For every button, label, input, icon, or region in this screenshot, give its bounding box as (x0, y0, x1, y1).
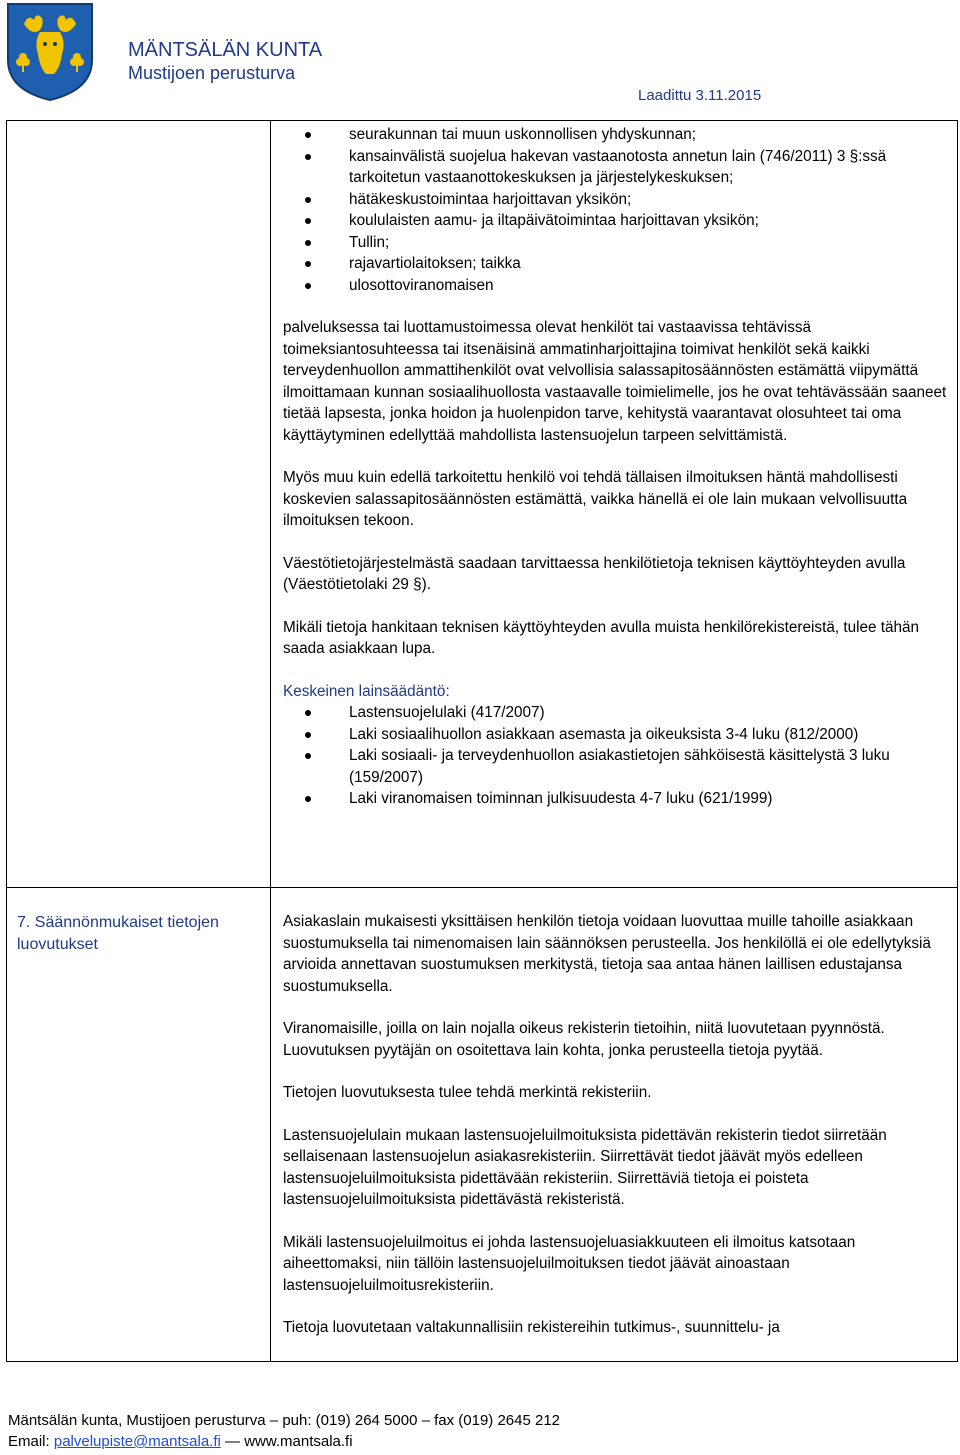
legislation-list (283, 702, 951, 810)
paragraph: Myös muu kuin edellä tarkoitettu henkilö voi tehdä tällaisen ilmoituksen häntä mahdollisesti koskevien salassapitosäännösten estämättä, vaikka hänellä ei ole lain mukaan velvollisuutta ilmoituksen tekoon. (283, 469, 908, 529)
section6-cell (283, 124, 951, 810)
paragraph: Tietoja luovutetaan valtakunnallisiin rekistereihin tutkimus-, suunnittelu- ja (283, 1319, 780, 1336)
list-item: ulosottoviranomaisen (283, 275, 951, 297)
organization-name: MÄNTSÄLÄN KUNTA (128, 39, 323, 61)
list-item: koululaisten aamu- ja iltapäivätoimintaa harjoittavan yksikön; (283, 210, 951, 232)
bullet-icon (305, 796, 311, 802)
list-item: Lastensuojelulaki (417/2007) (283, 702, 951, 724)
footer-separator: — (225, 1433, 241, 1450)
paragraph: Lastensuojelulain mukaan lastensuojeluilmoituksista pidettävän rekisterin tiedot siirretään sellaisenaan lastensuojelun asiakasrekisteriin. Siirrettävät tiedot jäävät myös edelleen lastensuojeluilmoituksista pidettävään rekisteriin. Siirrettäviä tietoja ei poisteta lastensuojeluilmoituksista pidettävästä rekisteristä. (283, 1126, 887, 1208)
list-item: kansainvälistä suojelua hakevan vastaanotosta annetun lain (746/2011) 3 §:ssä tarkoitetun vastaanottokeskuksen ja järjestelykeskuksen; (283, 146, 951, 189)
paragraph: Asiakaslain mukaisesti yksittäisen henkilön tietoja voidaan luovuttaa muille tahoille asiakkaan suostumuksella tai nimenomaisen lain säännöksen perusteella. Jos henkilöllä ei ole edellytyksiä arvioida annettavan suostumuksen merkitystä, tietoja saa antaa hänen laillisen edustajansa suostumuksella. (283, 913, 931, 995)
list-item: hätäkeskustoimintaa harjoittavan yksikön; (283, 189, 951, 211)
paragraph: Viranomaisille, joilla on lain nojalla oikeus rekisterin tietoihin, niitä luovutetaan pyynnöstä. Luovutuksen pyytäjän on osoitettava lain kohta, jonka perusteella tietoja pyytää. (283, 1020, 885, 1059)
page-header (0, 0, 960, 110)
document-date: Laadittu 3.11.2015 (638, 87, 762, 104)
bullet-icon (305, 283, 311, 289)
bullet-icon (305, 240, 311, 246)
section7-cell (283, 911, 951, 1339)
paragraph: palveluksessa tai luottamustoimessa olevat henkilöt tai vastaavissa tehtävissä toimeksiantosuhteessa tai itsenäisinä ammatinharjoittajina toimivat henkilöt sekä kaikki terveydenhuollon ammattihenkilöt ovat velvollisia salassapitosäännösten estämättä viipymättä ilmoittamaan kunnan sosiaalihuollosta vastaavalle toimielimelle, jos he ovat tehtävässään saaneet tietää lapsesta, jonka hoidon ja huolenpidon tarve, kehitystä vaarantavat olosuhteet tai oma käyttäytyminen edellyttää mahdollista lastensuojelun tarpeen selvittämistä. (283, 319, 947, 444)
table-row-divider (6, 887, 958, 888)
municipality-crest-icon (6, 2, 94, 102)
bullet-icon (305, 218, 311, 224)
footer-links (8, 1431, 560, 1452)
bullet-icon (305, 261, 311, 267)
email-label: Email: (8, 1433, 50, 1450)
list-item: Laki sosiaali- ja terveydenhuollon asiakastietojen sähköisestä käsittelystä 3 luku (159/2007) (283, 745, 951, 788)
list-item: Laki viranomaisen toiminnan julkisuudesta 4-7 luku (621/1999) (283, 788, 951, 810)
section7-title: 7. Säännönmukaiset tietojen luovutukset (17, 914, 219, 953)
paragraph: Tietojen luovutuksesta tulee tehdä merkintä rekisteriin. (283, 1084, 652, 1101)
bullet-icon (305, 753, 311, 759)
list-item: seurakunnan tai muun uskonnollisen yhdyskunnan; (283, 124, 951, 146)
list-item: Laki sosiaalihuollon asiakkaan asemasta ja oikeuksista 3-4 luku (812/2000) (283, 724, 951, 746)
bullet-icon (305, 710, 311, 716)
footer-contact: Mäntsälän kunta, Mustijoen perusturva – puh: (019) 264 5000 – fax (019) 2645 212 (8, 1412, 561, 1429)
legislation-heading: Keskeinen lainsäädäntö: (283, 682, 450, 700)
paragraph: Väestötietojärjestelmästä saadaan tarvittaessa henkilötietoja teknisen käyttöyhteyden avulla (Väestötietolaki 29 §). (283, 554, 906, 593)
table-column-divider (270, 120, 271, 1362)
paragraph: Mikäli lastensuojeluilmoitus ei johda lastensuojeluasiakkuuteen eli ilmoitus katsotaan aiheettomaksi, niin tällöin lastensuojeluilmoituksen tiedot jäävät ainoastaan lastensuojeluilmoitusrekisteriin. (283, 1233, 856, 1294)
list-item: rajavartiolaitoksen; taikka (283, 253, 951, 275)
paragraph: Mikäli tietoja hankitaan teknisen käyttöyhteyden avulla muista henkilörekistereistä, tulee tähän saada asiakkaan lupa. (283, 618, 920, 657)
bullet-icon (305, 154, 311, 160)
page-footer (8, 1410, 560, 1452)
bullet-icon (305, 132, 311, 138)
email-link[interactable]: palvelupiste@mantsala.fi (53, 1433, 221, 1450)
reporter-list (283, 124, 951, 296)
website-text: www.mantsala.fi (244, 1433, 353, 1450)
bullet-icon (305, 732, 311, 738)
bullet-icon (305, 197, 311, 203)
list-item: Tullin; (283, 232, 951, 254)
organization-block (128, 38, 322, 84)
organization-unit: Mustijoen perusturva (128, 63, 296, 83)
